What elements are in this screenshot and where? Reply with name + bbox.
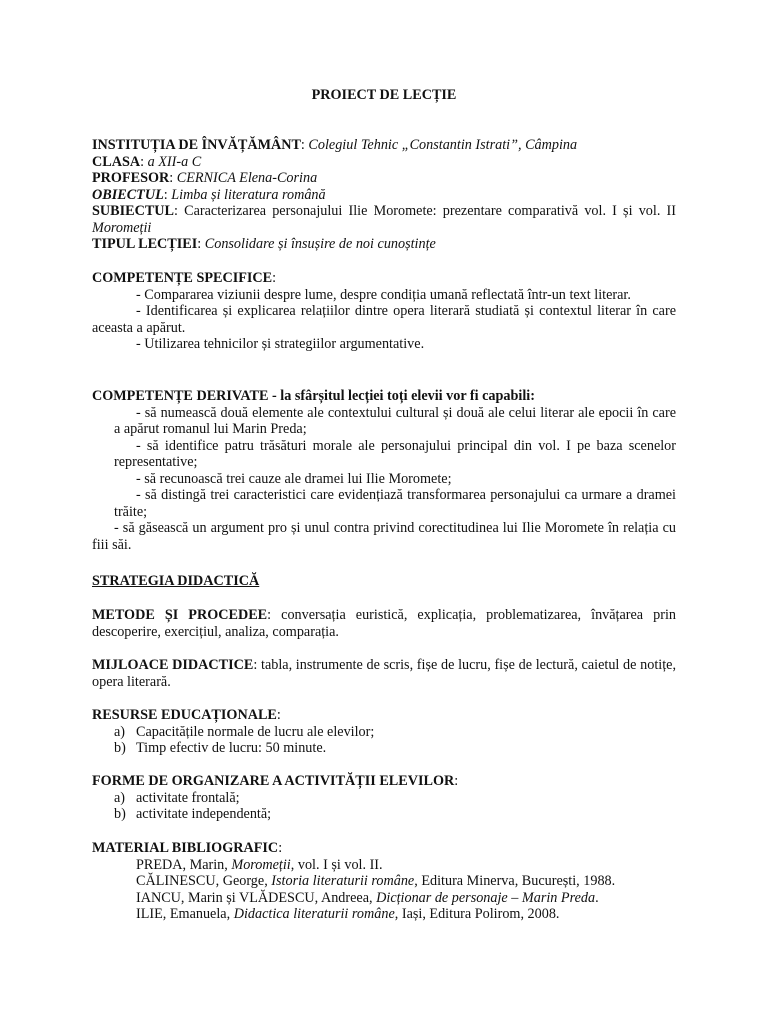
tipul-value: Consolidare și însușire de noi cunoștințe (204, 236, 436, 252)
bibliografie-entry: CĂLINESCU, George, Istoria literaturii române, Editura Minerva, București, 1988. (136, 873, 616, 889)
bibliografie-heading: MATERIAL BIBLIOGRAFIC: (92, 840, 283, 856)
subiectul-value: Caracterizarea personajului Ilie Moromete: prezentare comparativă vol. I și vol. II (184, 203, 676, 219)
competenta-derivata-item: - să identifice patru trăsături morale ale personajului principal din vol. I pe baza scenelor representative; (114, 437, 676, 470)
competenta-specifica-item: - Compararea viziunii despre lume, despre condiția umană reflectată într-un text literar. (136, 286, 631, 303)
profesor-line: PROFESOR: CERNICA Elena-Corina (92, 170, 318, 186)
competenta-specifica-item: - Utilizarea tehnicilor și strategiilor argumentative. (136, 336, 425, 352)
tipul-line: TIPUL LECȚIEI: Consolidare și însușire de noi cunoștințe (92, 236, 436, 252)
forme-heading: FORME DE ORGANIZARE A ACTIVITĂȚII ELEVILOR: (92, 773, 459, 789)
bibliografie-entry: PREDA, Marin, Moromeții, vol. I și vol. II. (136, 856, 383, 873)
metode-label: METODE ȘI PROCEDEE (92, 607, 268, 623)
subiectul-italic: Moromeții (92, 219, 152, 236)
competente-specifice-section (92, 270, 676, 353)
institutie-label: INSTITUȚIA DE ÎNVĂȚĂMÂNT (92, 137, 301, 153)
clasa-value: a XII-a C (147, 153, 202, 170)
competenta-derivata-item: - să distingă trei caracteristici care evidențiază transformarea personajului ca urmare a dramei trăite; (114, 487, 676, 520)
clasa-label: CLASA (92, 153, 141, 170)
subiectul-line: SUBIECTUL: Caracterizarea personajului Ilie Moromete: prezentare comparativă vol. I și vol. II Moromeții (92, 203, 676, 236)
mijloace-section: MIJLOACE DIDACTICE: tabla, instrumente de scris, fișe de lucru, fișe de lectură, caietul de notițe, opera literară. (92, 657, 676, 690)
institutie-value: Colegiul Tehnic „Constantin Istrati”, Câmpina (308, 137, 578, 153)
forme-item: b) activitate independentă; (114, 806, 272, 822)
obiectul-value: Limba și literatura română (171, 186, 326, 203)
bibliografie-entry: ILIE, Emanuela, Didactica literaturii române, Iași, Editura Polirom, 2008. (136, 906, 560, 922)
competenta-derivata-item: - să recunoască trei cauze ale dramei lui Ilie Moromete; (136, 470, 452, 487)
profesor-value: CERNICA Elena-Corina (176, 170, 318, 186)
competenta-derivata-item: - să găsească un argument pro și unul contra privind corectitudinea lui Ilie Moromete în relația cu fiii săi. (92, 520, 676, 553)
metode-value: conversația euristică, explicația, problematizarea, învățarea prin descoperire, exercițiul, analiza, comparația. (92, 607, 677, 640)
obiectul-label: OBIECTUL (92, 186, 164, 203)
bibliografie-entry: IANCU, Marin și VLĂDESCU, Andreea, Dicționar de personaje – Marin Preda. (136, 889, 599, 906)
forme-section (92, 773, 676, 823)
competente-derivate-section (92, 388, 676, 553)
resurse-heading: RESURSE EDUCAȚIONALE: (92, 707, 281, 723)
competenta-derivata-item: - să numească două elemente ale contextului cultural și două ale celui literar ale epocii în care a apărut romanul lui Marin Preda; (114, 404, 676, 437)
competenta-specifica-item: - Identificarea și explicarea relațiilor dintre opera literară studiată și contextul literar în care aceasta a apărut. (92, 303, 676, 336)
institutie-line: INSTITUȚIA DE ÎNVĂȚĂMÂNT: Colegiul Tehnic „Constantin Istrati”, Câmpina (92, 137, 578, 153)
mijloace-value: tabla, instrumente de scris, fișe de lucru, fișe de lectură, caietul de notițe, opera literară. (92, 657, 676, 690)
metode-section: METODE ȘI PROCEDEE: conversația euristică, explicația, problematizarea, învățarea prin descoperire, exercițiul, analiza, comparația. (92, 607, 677, 640)
lesson-header (92, 137, 676, 253)
resurse-section (92, 707, 676, 757)
competente-specifice-heading: COMPETENȚE SPECIFICE: (92, 270, 277, 286)
document-title: PROIECT DE LECȚIE (311, 87, 457, 103)
competente-derivate-heading: COMPETENȚE DERIVATE - la sfârșitul lecției toți elevii vor fi capabili: (92, 388, 535, 404)
bibliografie-section (92, 840, 676, 923)
mijloace-label: MIJLOACE DIDACTICE (92, 657, 254, 673)
profesor-label: PROFESOR (92, 170, 170, 186)
clasa-line: CLASA: a XII-a C (92, 153, 202, 170)
forme-item: a) activitate frontală; (114, 789, 240, 806)
subiectul-label: SUBIECTUL (92, 203, 175, 219)
resurse-item: a) Capacitățile normale de lucru ale elevilor; (114, 723, 375, 740)
tipul-label: TIPUL LECȚIEI (92, 236, 198, 252)
resurse-item: b) Timp efectiv de lucru: 50 minute. (114, 740, 327, 756)
obiectul-line: OBIECTUL: Limba și literatura română (92, 186, 326, 203)
strategia-heading: STRATEGIA DIDACTICĂ (92, 573, 260, 589)
